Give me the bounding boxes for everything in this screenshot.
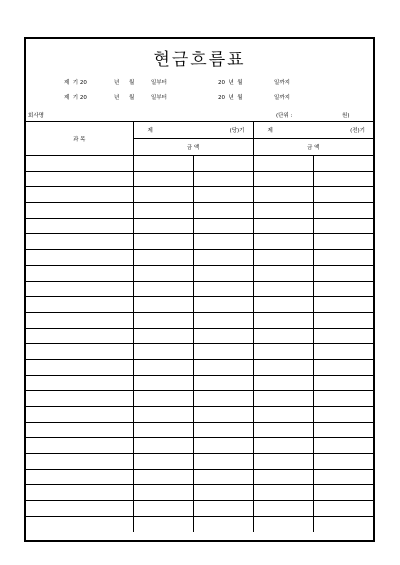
- subject-cell[interactable]: [26, 485, 133, 501]
- current-amount-cell-b[interactable]: [193, 375, 253, 391]
- prior-amount-cell-b[interactable]: [313, 438, 373, 454]
- current-amount-cell-b[interactable]: [193, 407, 253, 423]
- prior-amount-cell-b[interactable]: [313, 501, 373, 517]
- table-row: [26, 218, 373, 234]
- prior-amount-cell-a[interactable]: [253, 344, 313, 360]
- subject-cell[interactable]: [26, 375, 133, 391]
- current-amount-cell-a[interactable]: [133, 501, 193, 517]
- prior-amount-cell-a[interactable]: [253, 469, 313, 485]
- table-row: [26, 265, 373, 281]
- period-line-1-year-to: 20 년 월: [218, 80, 243, 86]
- subject-cell[interactable]: [26, 187, 133, 203]
- period-line-1-year: 년: [114, 80, 120, 86]
- prior-amount-cell-a[interactable]: [253, 156, 313, 172]
- current-amount-cell-a[interactable]: [133, 156, 193, 172]
- current-amount-cell-a[interactable]: [133, 469, 193, 485]
- subject-cell[interactable]: [26, 171, 133, 187]
- table-row: [26, 359, 373, 375]
- current-amount-cell-a[interactable]: [133, 359, 193, 375]
- prior-amount-cell-b[interactable]: [313, 328, 373, 344]
- prior-amount-cell-a[interactable]: [253, 281, 313, 297]
- subject-cell[interactable]: [26, 218, 133, 234]
- table-row: [26, 281, 373, 297]
- prior-amount-cell-b[interactable]: [313, 156, 373, 172]
- table-row: [26, 469, 373, 485]
- current-amount-cell-a[interactable]: [133, 391, 193, 407]
- prior-amount-header: [253, 139, 373, 156]
- prior-amount-cell-b[interactable]: [313, 344, 373, 360]
- prior-amount-cell-a[interactable]: [253, 187, 313, 203]
- current-amount-cell-b[interactable]: [193, 328, 253, 344]
- prior-amount-cell-b[interactable]: [313, 250, 373, 266]
- current-amount-cell-b[interactable]: [193, 171, 253, 187]
- prior-amount-cell-b[interactable]: [313, 359, 373, 375]
- current-amount-cell-a[interactable]: [133, 250, 193, 266]
- current-amount-cell-b[interactable]: [193, 297, 253, 313]
- current-amount-cell-b[interactable]: [193, 516, 253, 531]
- current-amount-cell-b[interactable]: [193, 469, 253, 485]
- subject-header-cell: [26, 122, 133, 156]
- subject-cell[interactable]: [26, 281, 133, 297]
- cash-flow-statement-form: [24, 37, 375, 542]
- current-amount-cell-b[interactable]: [193, 203, 253, 219]
- prior-amount-cell-a[interactable]: [253, 218, 313, 234]
- prior-amount-cell-a[interactable]: [253, 265, 313, 281]
- table-row: [26, 438, 373, 454]
- current-amount-cell-b[interactable]: [193, 501, 253, 517]
- prior-amount-cell-b[interactable]: [313, 203, 373, 219]
- subject-cell[interactable]: [26, 297, 133, 313]
- current-amount-cell-b[interactable]: [193, 156, 253, 172]
- period-line-1-to: 일까지: [274, 80, 290, 86]
- table-row: [26, 171, 373, 187]
- prior-amount-cell-b[interactable]: [313, 454, 373, 470]
- prior-amount-cell-a[interactable]: [253, 422, 313, 438]
- current-amount-header: [133, 139, 253, 156]
- current-amount-cell-a[interactable]: [133, 328, 193, 344]
- subject-cell[interactable]: [26, 344, 133, 360]
- period-line-1-month: 월: [129, 80, 135, 86]
- prior-amount-cell-a[interactable]: [253, 391, 313, 407]
- period-line-1-prefix: 제 기 20: [64, 80, 87, 86]
- prior-amount-cell-b[interactable]: [313, 218, 373, 234]
- subject-cell[interactable]: [26, 156, 133, 172]
- current-amount-cell-a[interactable]: [133, 265, 193, 281]
- current-amount-cell-b[interactable]: [193, 218, 253, 234]
- prior-amount-cell-a[interactable]: [253, 501, 313, 517]
- table-row: [26, 312, 373, 328]
- prior-amount-cell-b[interactable]: [313, 485, 373, 501]
- current-amount-cell-b[interactable]: [193, 422, 253, 438]
- cash-flow-table: [26, 121, 373, 532]
- prior-amount-cell-b[interactable]: [313, 312, 373, 328]
- prior-amount-label: 금 액: [307, 145, 320, 151]
- table-row: [26, 187, 373, 203]
- prior-amount-cell-b[interactable]: [313, 469, 373, 485]
- document-title: 현금흐름표: [153, 50, 246, 70]
- table-row: [26, 407, 373, 423]
- table-row: [26, 485, 373, 501]
- current-amount-cell-a[interactable]: [133, 312, 193, 328]
- company-name-label: 회사명: [28, 113, 44, 119]
- current-amount-cell-b[interactable]: [193, 187, 253, 203]
- current-amount-cell-a[interactable]: [133, 344, 193, 360]
- current-amount-cell-b[interactable]: [193, 391, 253, 407]
- prior-amount-cell-a[interactable]: [253, 297, 313, 313]
- current-amount-cell-a[interactable]: [133, 454, 193, 470]
- prior-amount-cell-b[interactable]: [313, 281, 373, 297]
- subject-cell[interactable]: [26, 391, 133, 407]
- table-row: [26, 454, 373, 470]
- current-amount-cell-b[interactable]: [193, 485, 253, 501]
- current-amount-cell-b[interactable]: [193, 359, 253, 375]
- current-amount-cell-a[interactable]: [133, 297, 193, 313]
- prior-period-suffix: (전)기: [350, 128, 365, 134]
- subject-cell[interactable]: [26, 265, 133, 281]
- prior-amount-cell-a[interactable]: [253, 454, 313, 470]
- current-amount-label: 금 액: [186, 145, 200, 151]
- prior-amount-cell-b[interactable]: [313, 265, 373, 281]
- prior-amount-cell-a[interactable]: [253, 234, 313, 250]
- subject-cell[interactable]: [26, 438, 133, 454]
- subject-cell[interactable]: [26, 328, 133, 344]
- current-amount-cell-a[interactable]: [133, 407, 193, 423]
- period-line-2-to: 일까지: [274, 95, 290, 101]
- prior-amount-cell-b[interactable]: [313, 187, 373, 203]
- prior-amount-cell-b[interactable]: [313, 422, 373, 438]
- table-row: [26, 328, 373, 344]
- table-row: [26, 297, 373, 313]
- current-amount-cell-a[interactable]: [133, 438, 193, 454]
- current-amount-cell-b[interactable]: [193, 312, 253, 328]
- current-amount-cell-a[interactable]: [133, 234, 193, 250]
- prior-amount-cell-b[interactable]: [313, 234, 373, 250]
- current-amount-cell-a[interactable]: [133, 171, 193, 187]
- prior-amount-cell-a[interactable]: [253, 375, 313, 391]
- current-period-header: [133, 122, 253, 139]
- current-amount-cell-a[interactable]: [133, 375, 193, 391]
- table-row: [26, 375, 373, 391]
- table-row: [26, 516, 373, 531]
- current-amount-cell-a[interactable]: [133, 485, 193, 501]
- current-amount-cell-a[interactable]: [133, 218, 193, 234]
- current-amount-cell-a[interactable]: [133, 516, 193, 531]
- period-line-2-from: 일부터: [151, 95, 167, 101]
- period-line-2-prefix: 제 기 20: [64, 95, 87, 101]
- prior-amount-cell-a[interactable]: [253, 312, 313, 328]
- current-amount-cell-b[interactable]: [193, 454, 253, 470]
- table-row: [26, 203, 373, 219]
- prior-amount-cell-b[interactable]: [313, 297, 373, 313]
- current-amount-cell-a[interactable]: [133, 203, 193, 219]
- subject-cell[interactable]: [26, 516, 133, 531]
- current-amount-cell-b[interactable]: [193, 344, 253, 360]
- prior-amount-cell-b[interactable]: [313, 171, 373, 187]
- table-row: [26, 391, 373, 407]
- prior-amount-cell-a[interactable]: [253, 203, 313, 219]
- current-amount-cell-b[interactable]: [193, 234, 253, 250]
- current-amount-cell-a[interactable]: [133, 281, 193, 297]
- table-row: [26, 156, 373, 172]
- subject-cell[interactable]: [26, 422, 133, 438]
- current-amount-cell-a[interactable]: [133, 187, 193, 203]
- prior-amount-cell-b[interactable]: [313, 516, 373, 531]
- prior-amount-cell-b[interactable]: [313, 375, 373, 391]
- period-line-1-from: 일부터: [151, 80, 167, 86]
- subject-header: 과 목: [73, 136, 86, 143]
- subject-cell[interactable]: [26, 203, 133, 219]
- table-row: [26, 250, 373, 266]
- current-amount-cell-b[interactable]: [193, 250, 253, 266]
- prior-amount-cell-a[interactable]: [253, 438, 313, 454]
- subject-cell[interactable]: [26, 359, 133, 375]
- current-amount-cell-b[interactable]: [193, 265, 253, 281]
- unit-label-close: 원): [342, 113, 350, 119]
- period-line-2-month: 월: [129, 95, 135, 101]
- subject-cell[interactable]: [26, 469, 133, 485]
- current-amount-cell-a[interactable]: [133, 422, 193, 438]
- prior-period-header: [253, 122, 373, 139]
- subject-cell[interactable]: [26, 501, 133, 517]
- prior-amount-cell-a[interactable]: [253, 328, 313, 344]
- subject-cell[interactable]: [26, 234, 133, 250]
- subject-cell[interactable]: [26, 454, 133, 470]
- current-period-label: 제: [147, 128, 153, 134]
- unit-label: (단위 :: [276, 113, 293, 119]
- prior-amount-cell-a[interactable]: [253, 485, 313, 501]
- prior-period-label: 제: [267, 128, 273, 134]
- period-line-2-year: 년: [114, 95, 120, 101]
- current-amount-cell-b[interactable]: [193, 438, 253, 454]
- subject-cell[interactable]: [26, 312, 133, 328]
- period-line-2-year-to: 20 년 월: [218, 95, 243, 101]
- subject-cell[interactable]: [26, 407, 133, 423]
- table-row: [26, 501, 373, 517]
- prior-amount-cell-b[interactable]: [313, 391, 373, 407]
- table-row: [26, 422, 373, 438]
- table-row: [26, 344, 373, 360]
- current-period-suffix: (당)기: [229, 128, 245, 134]
- prior-amount-cell-a[interactable]: [253, 516, 313, 531]
- prior-amount-cell-a[interactable]: [253, 250, 313, 266]
- prior-amount-cell-a[interactable]: [253, 407, 313, 423]
- prior-amount-cell-b[interactable]: [313, 407, 373, 423]
- current-amount-cell-b[interactable]: [193, 281, 253, 297]
- prior-amount-cell-a[interactable]: [253, 171, 313, 187]
- prior-amount-cell-a[interactable]: [253, 359, 313, 375]
- table-row: [26, 234, 373, 250]
- subject-cell[interactable]: [26, 250, 133, 266]
